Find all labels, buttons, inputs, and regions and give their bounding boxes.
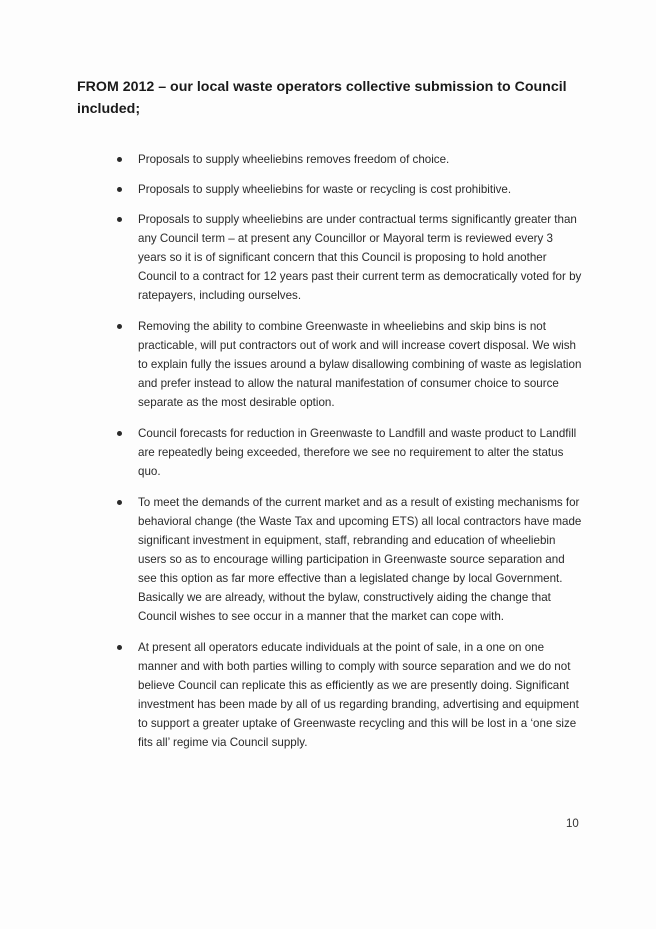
bullet-item [114,210,584,305]
bullet-icon [117,157,122,162]
bullet-text: Council forecasts for reduction in Greenwaste to Landfill and waste product to Landfill are repeatedly being exceeded, therefore we see no requirement to alter the status quo. [138,427,577,478]
bullet-item [114,150,584,169]
bullet-icon [117,217,122,222]
bullet-text: Proposals to supply wheeliebins are under contractual terms significantly greater than any Council term – at present any Councillor or Mayoral term is reviewed every 3 years so it is of significant concern that this Council is proposing to hold another Council to a contract for 12 years past their current term as democratically voted for by ratepayers, including ourselves. [138,213,582,302]
bullet-item [114,317,584,412]
bullet-icon [117,431,122,436]
bullet-text: Proposals to supply wheeliebins for waste or recycling is cost prohibitive. [138,183,512,196]
bullet-item [114,493,584,626]
bullet-item [114,638,584,752]
bullet-text: Removing the ability to combine Greenwaste in wheeliebins and skip bins is not practicable, will put contractors out of work and will increase covert disposal. We wish to explain fully the issues around a bylaw disallowing combining of waste as legislation and prefer instead to allow the natural manifestation of consumer choice to source separate as the most desirable option. [138,320,582,409]
bullet-icon [117,645,122,650]
bullet-list [114,150,584,752]
section-heading: FROM 2012 – our local waste operators collective submission to Council included; [77,79,567,117]
bullet-icon [117,187,122,192]
bullet-icon [117,324,122,329]
bullet-item [114,180,584,199]
bullet-text: Proposals to supply wheeliebins removes freedom of choice. [138,153,450,166]
page-number: 10 [566,818,579,830]
bullet-text: To meet the demands of the current market and as a result of existing mechanisms for behavioral change (the Waste Tax and upcoming ETS) all local contractors have made significant investment in equipment, staff, rebranding and education of wheeliebin users so as to encourage willing participation in Greenwaste source separation and see this option as far more effective than a legislated change by local Government. Basically we are already, without the bylaw, constructively aiding the change that Council wishes to see occur in a manner that the market can cope with. [138,496,582,623]
bullet-icon [117,500,122,505]
bullet-item [114,424,584,481]
bullet-text: At present all operators educate individuals at the point of sale, in a one on one manner and with both parties willing to comply with source separation and we do not believe Council can replicate this as efficiently as we are presently doing. Significant investment has been made by all of us regarding branding, advertising and equipment to support a greater uptake of Greenwaste recycling and this will be lost in a ‘one size fits all’ regime via Council supply. [138,641,579,749]
